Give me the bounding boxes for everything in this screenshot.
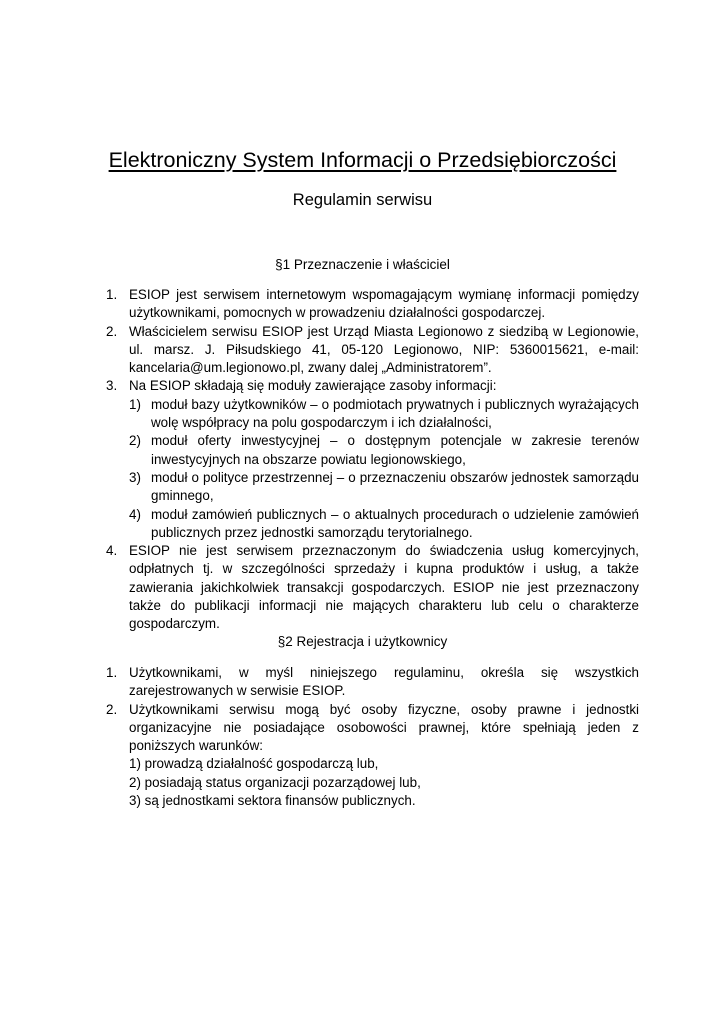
- sub-list-item-text: moduł zamówień publicznych – o aktualnych procedurach o udzielenie zamówień publicznych przez jednostki samorządu terytorialnego.: [151, 506, 639, 540]
- condition-line: 1) prowadzą działalność gospodarczą lub,: [129, 756, 379, 772]
- sub-list-item-number: 1): [129, 396, 141, 412]
- list-item-text: ESIOP nie jest serwisem przeznaczonym do świadczenia usług komercyjnych, odpłatnych tj. w szczególności sprzedaży i kupna produktów i usług, a także zawierania jakichkolwiek transakcji gospodarczych. ESIOP nie jest przeznaczony także do publikacji informacji nie mających charakteru lub celu o charakterze gospodarczym.: [129, 543, 639, 632]
- section-heading: §2 Rejestracja i użytkownicy: [277, 634, 448, 649]
- section-list: [106, 286, 639, 634]
- list-item-text: Właścicielem serwisu ESIOP jest Urząd Miasta Legionowo z siedzibą w Legionowie, ul. marsz. J. Piłsudskiego 41, 05-120 Legionowo, NIP: 5360015621, e-mail: kancelaria@um.legionowo.pl, zwany dalej „Administratorem”.: [129, 323, 639, 376]
- list-item-text: Na ESIOP składają się moduły zawierające zasoby informacji:: [129, 378, 497, 394]
- list-item-text: Użytkownikami serwisu mogą być osoby fizyczne, osoby prawne i jednostki organizacyjne nie posiadające osobowości prawnej, które spełniają jeden z poniższych warunków:: [129, 701, 639, 754]
- sub-list-item-text: moduł bazy użytkowników – o podmiotach prywatnych i publicznych wyrażających wolę współpracy na polu gospodarczym i ich działalności,: [151, 396, 639, 431]
- condition-line: 3) są jednostkami sektora finansów publicznych.: [129, 793, 416, 809]
- list-item: [106, 701, 639, 811]
- sub-list-item: [129, 396, 639, 433]
- sub-list-item-number: 2): [129, 433, 141, 449]
- list-item-text: Użytkownikami, w myśl niniejszego regulaminu, określa się wszystkich zarejestrowanych w serwisie ESIOP.: [129, 665, 639, 699]
- document-title: Elektroniczny System Informacji o Przedsiębiorczości: [108, 148, 617, 172]
- list-item-number: 3.: [106, 378, 118, 394]
- list-item: [106, 323, 639, 378]
- list-item-number: 4.: [106, 543, 118, 559]
- list-item: [106, 286, 639, 323]
- sub-list-item: [129, 432, 639, 469]
- sub-list-item: [129, 506, 639, 543]
- section-heading: §1 Przeznaczenie i właściciel: [275, 257, 450, 272]
- list-item-number: 1.: [106, 287, 118, 302]
- sub-list-item-number: 4): [129, 506, 141, 522]
- sub-list-item: [129, 469, 639, 506]
- list-item-number: 2.: [106, 701, 118, 717]
- document-subtitle: Regulamin serwisu: [292, 191, 433, 209]
- sub-list: [129, 396, 639, 542]
- sub-list-item-text: moduł o polityce przestrzennej – o przeznaczeniu obszarów jednostek samorządu gminnego,: [151, 469, 639, 504]
- list-item-text: ESIOP jest serwisem internetowym wspomagającym wymianę informacji pomiędzy użytkownikami, pomocnych w prowadzeniu działalności gospodarczej.: [129, 287, 639, 321]
- section-list: [106, 664, 639, 810]
- list-item: [106, 664, 639, 701]
- sub-list-item-text: moduł oferty inwestycyjnej – o dostępnym potencjale w zakresie terenów inwestycyjnych na obszarze powiatu legionowskiego,: [151, 433, 639, 467]
- list-item: [106, 542, 639, 633]
- condition-line: 2) posiadają status organizacji pozarządowej lub,: [129, 774, 421, 790]
- list-item-number: 2.: [106, 323, 118, 339]
- sub-list-item-number: 3): [129, 469, 141, 485]
- list-item: [106, 377, 639, 542]
- list-item-number: 1.: [106, 665, 118, 680]
